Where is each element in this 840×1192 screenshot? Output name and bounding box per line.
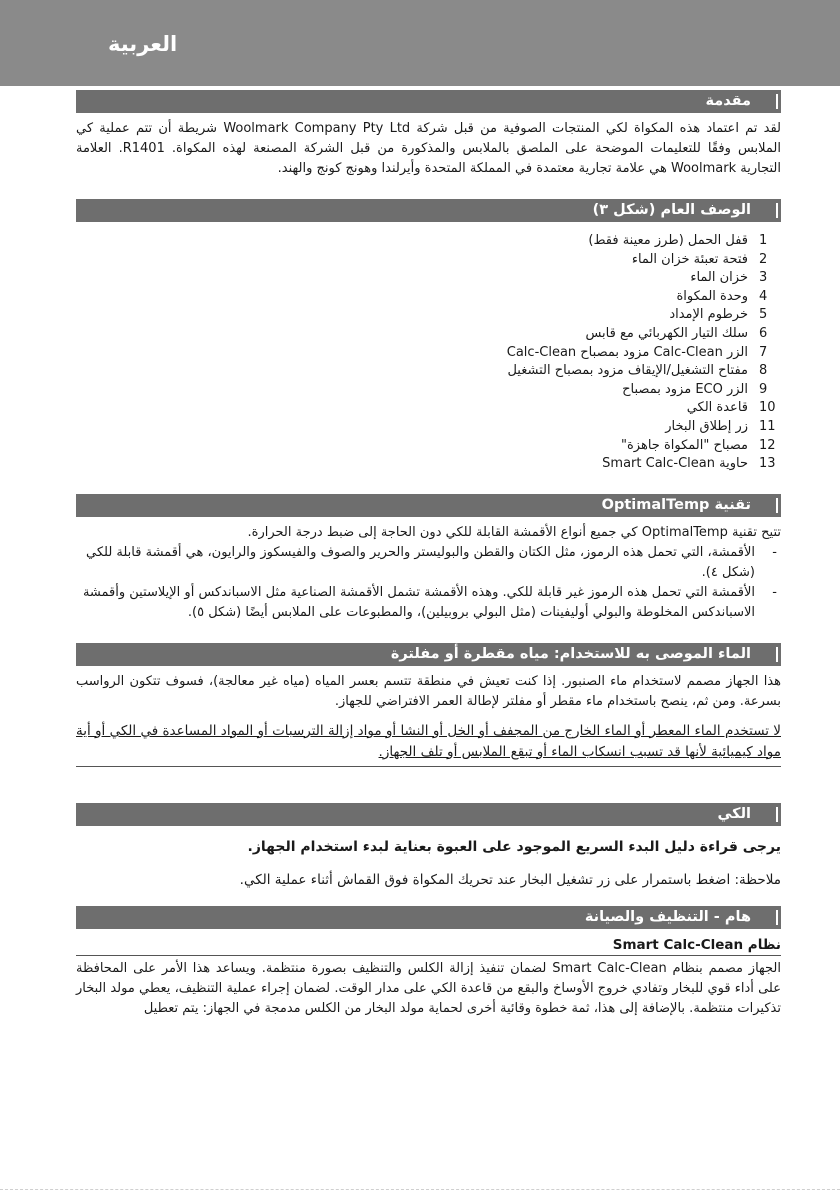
item-label: الزر ECO مزود بمصباح bbox=[622, 381, 748, 397]
cleaning-subheading: نظام Smart Calc-Clean bbox=[612, 936, 781, 953]
list-item bbox=[76, 269, 781, 288]
list-item bbox=[76, 288, 781, 307]
item-number: 8 bbox=[759, 363, 768, 379]
item-number: 10 bbox=[759, 400, 776, 416]
item-label: فتحة تعبئة خزان الماء bbox=[631, 251, 748, 267]
document-body bbox=[76, 90, 781, 1019]
item-label: زر إطلاق البخار bbox=[665, 418, 748, 434]
item-number: 4 bbox=[759, 288, 768, 304]
list-item bbox=[76, 455, 781, 474]
parts-list bbox=[76, 232, 781, 474]
bullet-item-ironable: - الأقمشة، التي تحمل هذه الرموز، مثل الكتان والقطن والبوليستر والحرير والصوف والفيسكوز والرايون، هي أقمشة قابلة للكي (شكل ٤). bbox=[76, 543, 781, 583]
page-edge-divider bbox=[0, 1189, 840, 1190]
item-label: خرطوم الإمداد bbox=[669, 307, 748, 323]
item-number: 7 bbox=[759, 344, 768, 360]
list-item bbox=[76, 251, 781, 270]
section-heading-cleaning: هام - التنظيف والصيانة bbox=[76, 906, 781, 929]
cleaning-paragraph: الجهاز مصمم بنظام Smart Calc-Clean لضمان تنفيذ إزالة الكلس والتنظيف بصورة منتظمة. ويساعد هذا الأمر على المحافظة على أداء قوي للبخار وتفادي خروج الأوساخ والبقع من قاعدة الكي على مدار الوقت. لضمان إجراء عملية التنظيف، يعطي مولد البخار تذكيرات منتظمة. بالإضافة إلى هذا، ثمة خطوة وقائية أخرى لحماية مولد البخار من الكلس مدمجة في الجهاز: يتم تعطيل bbox=[76, 960, 781, 1016]
item-label: سلك التيار الكهربائي مع قابس bbox=[585, 325, 748, 341]
section-heading-optimaltemp: تقنية OptimalTemp bbox=[76, 494, 781, 517]
item-label: مصباح "المكواة جاهزة" bbox=[621, 437, 748, 453]
section-heading-general-description: الوصف العام (شكل ٣) bbox=[76, 199, 781, 222]
item-number: 13 bbox=[759, 456, 776, 472]
item-number: 3 bbox=[759, 270, 768, 286]
water-warning: لا تستخدم الماء المعطر أو الماء الخارج من المجفف أو الخل أو النشا أو مواد إزالة الترسبات أو المواد المساعدة في الكي أو أية مواد كيميائية لأنها قد تسبب انسكاب الماء أو تبقع الملابس أو تلف الجهاز. bbox=[76, 722, 781, 760]
item-number: 1 bbox=[759, 233, 768, 248]
ironing-note: ملاحظة: اضغط باستمرار على زر تشغيل البخار عند تحريك المكواة فوق القماش أثناء عملية الكي. bbox=[239, 871, 781, 888]
bullet-item-not-ironable: - الأقمشة التي تحمل هذه الرموز غير قابلة للكي. وهذه الأقمشة تشمل الأقمشة الصناعية مثل الاسباندكس أو الإيلاستين وأقمشة الاسباندكس المخلوطة والبولي أوليفينات (مثل البولي بروبيلين)، والمطبوعات على الملابس أيضًا (شكل ٥). bbox=[76, 583, 781, 623]
list-item bbox=[76, 381, 781, 400]
item-number: 2 bbox=[759, 251, 768, 267]
ironing-instruction: يرجى قراءة دليل البدء السريع الموجود على العبوة بعناية لبدء استخدام الجهاز. bbox=[247, 838, 781, 855]
language-header-bar bbox=[0, 0, 840, 86]
section-heading-intro: مقدمة bbox=[76, 90, 781, 113]
item-label: مفتاح التشغيل/الإيقاف مزود بمصباح التشغيل bbox=[507, 363, 748, 379]
optimaltemp-paragraph: تتيح تقنية OptimalTemp كي جميع أنواع الأقمشة القابلة للكي دون الحاجة إلى ضبط درجة الحرارة. bbox=[247, 524, 781, 540]
item-label: خزان الماء bbox=[690, 270, 748, 286]
fabric-bullet-list bbox=[76, 543, 781, 623]
item-number: 12 bbox=[759, 437, 776, 453]
item-label: قفل الحمل (طرز معينة فقط) bbox=[588, 233, 748, 248]
list-item bbox=[76, 437, 781, 456]
list-item bbox=[76, 232, 781, 251]
item-label: حاوية Smart Calc-Clean bbox=[602, 456, 748, 472]
list-item bbox=[76, 362, 781, 381]
item-label: وحدة المكواة bbox=[676, 288, 748, 304]
list-item bbox=[76, 399, 781, 418]
divider-line bbox=[76, 955, 781, 956]
intro-paragraph: لقد تم اعتماد هذه المكواة لكي المنتجات الصوفية من قبل شركة Woolmark Company Pty Ltd شريطة أن تتم عملية كي الملابس وفقًا للتعليمات الموضحة على الملصق بالملابس والمذكورة من قبل الشركة المصنعة لهذه المكواة. R1401. العلامة التجارية Woolmark هي علامة تجارية معتمدة في المملكة المتحدة وأيرلندا وهونج كونج والهند. bbox=[76, 121, 782, 176]
item-label: قاعدة الكي bbox=[686, 400, 748, 416]
water-paragraph: هذا الجهاز مصمم لاستخدام ماء الصنبور. إذا كنت تعيش في منطقة تتسم بعسر المياه (مياه غير معالجة)، فسوف تتكون الرواسب بسرعة. ومن ثم، ينصح باستخدام ماء مقطر أو مفلتر لإطالة العمر الافتراضي للجهاز. bbox=[76, 673, 781, 709]
divider-line bbox=[76, 766, 781, 767]
list-item bbox=[76, 344, 781, 363]
item-number: 6 bbox=[759, 325, 768, 341]
language-title: العربية bbox=[108, 32, 178, 56]
list-item bbox=[76, 325, 781, 344]
item-number: 9 bbox=[759, 381, 768, 397]
section-heading-water: الماء الموصى به للاستخدام: مياه مقطرة أو مفلترة bbox=[76, 643, 781, 666]
list-item bbox=[76, 306, 781, 325]
item-label: الزر Calc-Clean مزود بمصباح Calc-Clean bbox=[506, 344, 748, 360]
section-heading-ironing: الكي bbox=[76, 803, 781, 826]
item-number: 5 bbox=[759, 307, 768, 323]
list-item bbox=[76, 418, 781, 437]
item-number: 11 bbox=[759, 418, 776, 434]
